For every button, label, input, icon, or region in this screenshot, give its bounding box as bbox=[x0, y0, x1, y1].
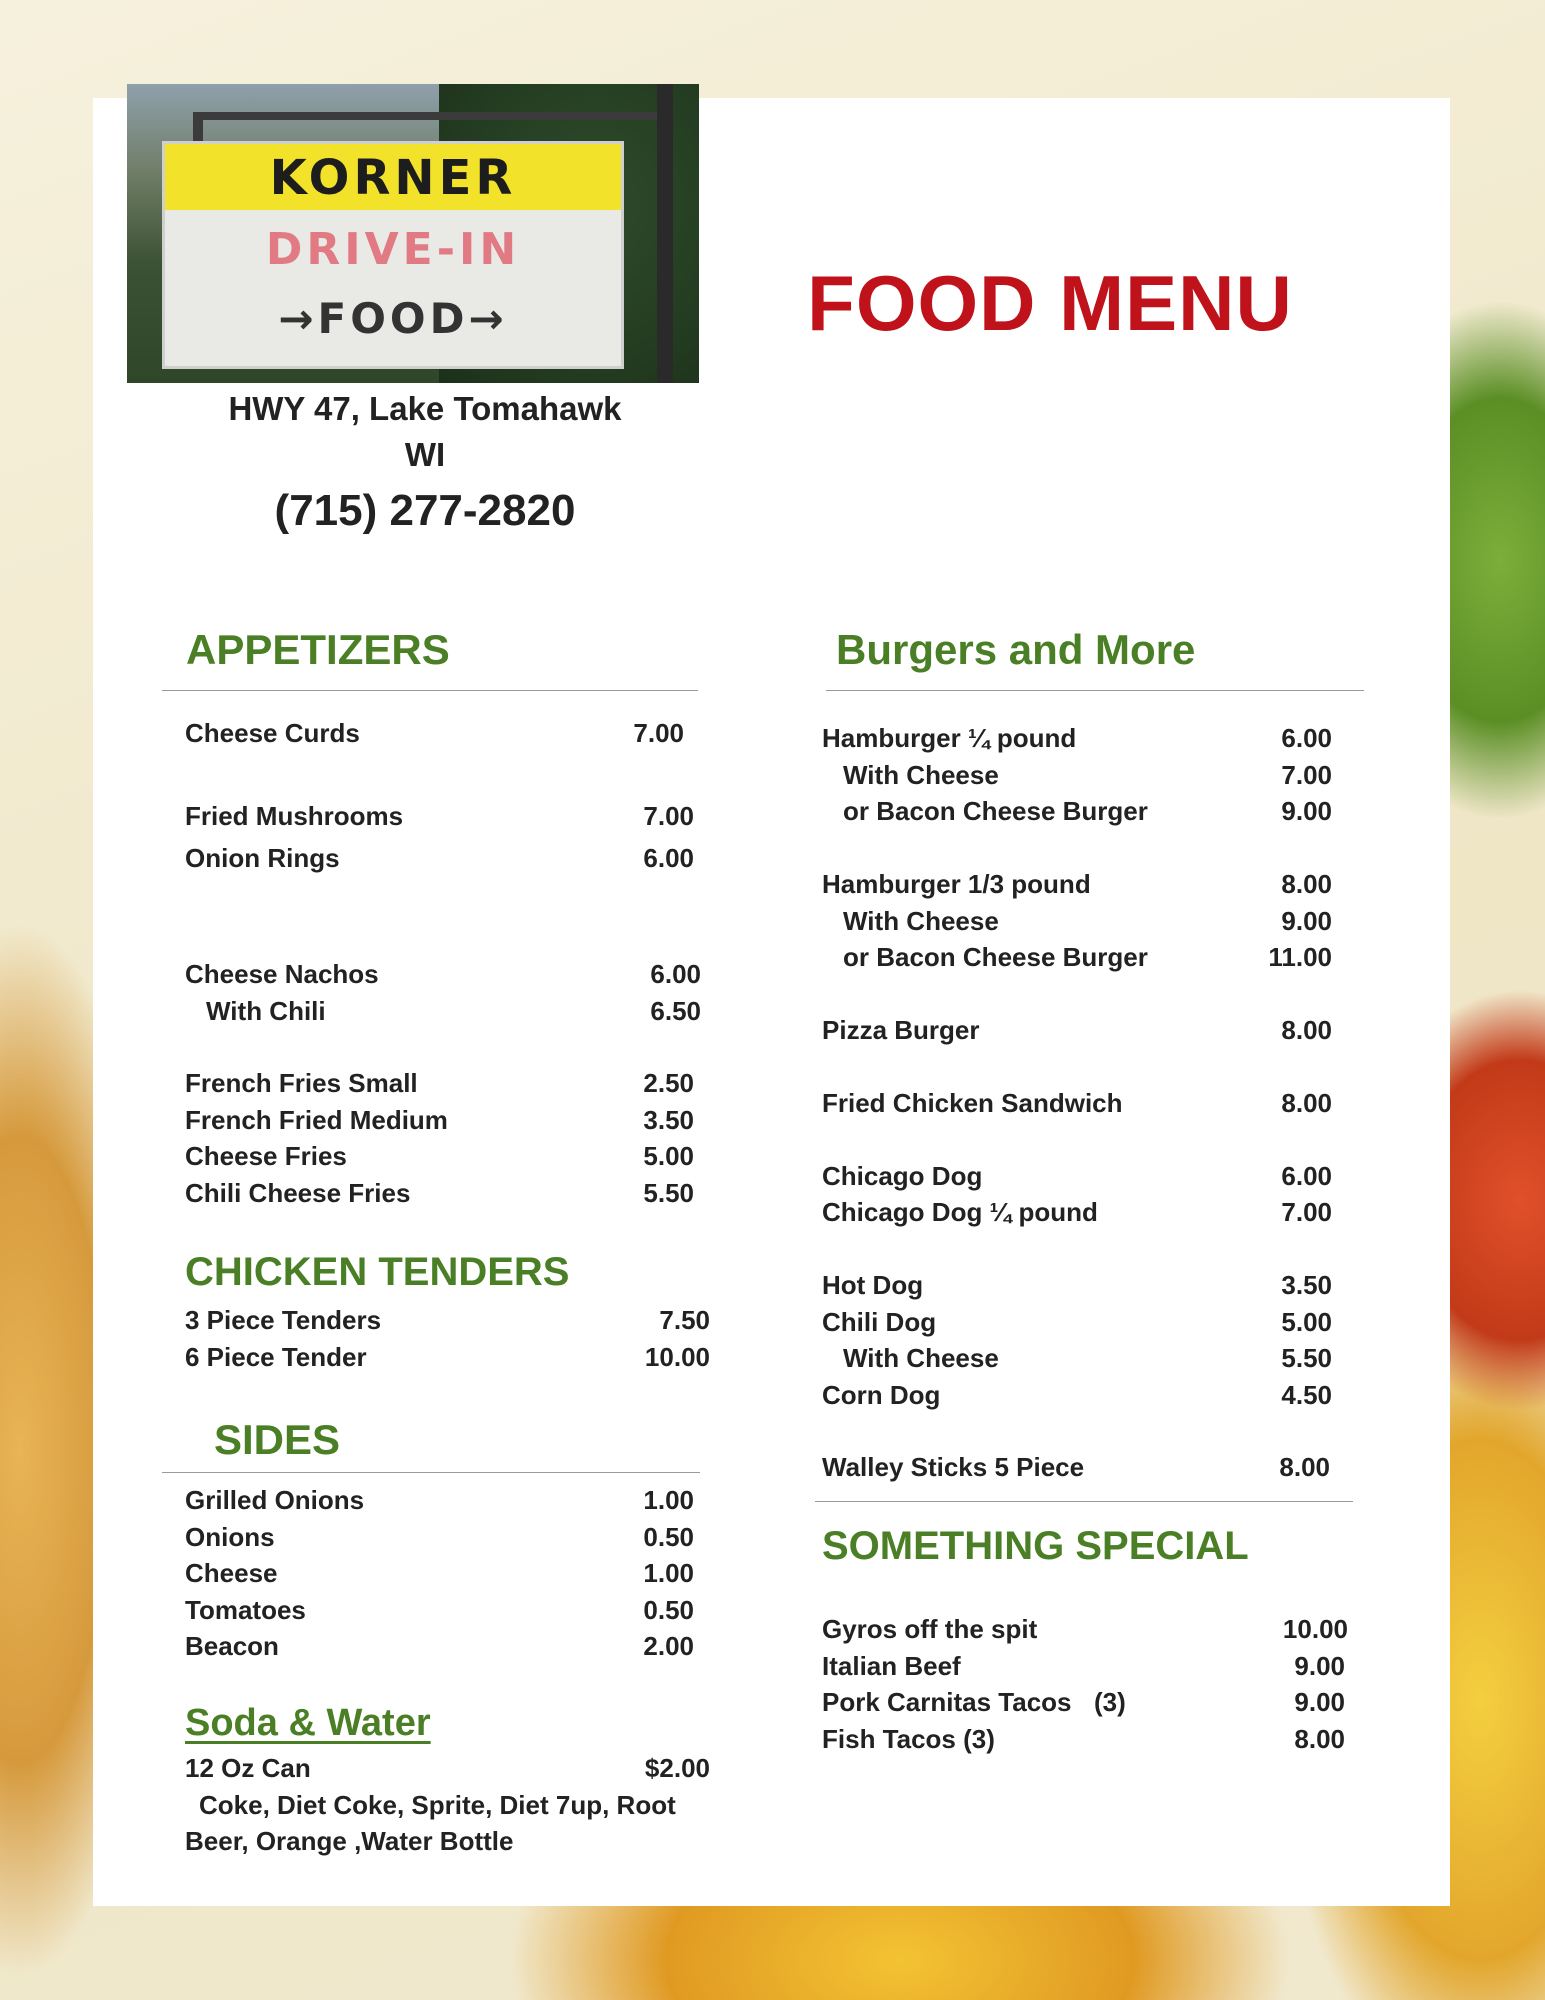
menu-item-name: With Chili bbox=[206, 996, 326, 1026]
menu-item-price: 7.50 bbox=[659, 1305, 710, 1335]
menu-item-name: Corn Dog bbox=[822, 1380, 941, 1410]
menu-item-price: 9.00 bbox=[1281, 796, 1332, 826]
menu-item-name: French Fried Medium bbox=[185, 1105, 448, 1135]
menu-item-name: With Cheese bbox=[843, 1343, 999, 1373]
menu-item-name: Hot Dog bbox=[822, 1270, 924, 1300]
menu-item-name: Cheese Fries bbox=[185, 1141, 347, 1171]
menu-item-price: 10.00 bbox=[644, 1342, 710, 1372]
menu-item-name: French Fries Small bbox=[185, 1068, 418, 1098]
menu-item-price: 9.00 bbox=[1281, 906, 1332, 936]
drive-in-sign-photo bbox=[127, 84, 699, 383]
sign-text-food: →FOOD→ bbox=[278, 294, 508, 343]
chicken-tenders-heading: CHICKEN TENDERS bbox=[185, 1250, 570, 1294]
sign-crossbar bbox=[193, 112, 673, 120]
burgers-bottom-divider bbox=[815, 1501, 1353, 1502]
menu-item-name: Chicago Dog ¼ pound bbox=[822, 1197, 1098, 1227]
menu-item-name: Grilled Onions bbox=[185, 1485, 365, 1515]
menu-item-price: 6.50 bbox=[650, 996, 701, 1026]
soda-flavors-cont: Beer, Orange ,Water Bottle bbox=[185, 1826, 514, 1856]
menu-item-price: 8.00 bbox=[1294, 1724, 1345, 1754]
soda-water-heading: Soda & Water bbox=[185, 1702, 431, 1744]
menu-item-qty: (3) bbox=[1094, 1687, 1126, 1717]
menu-item-name: Hamburger ¼ pound bbox=[822, 723, 1077, 753]
menu-item-name: 6 Piece Tender bbox=[185, 1342, 367, 1372]
menu-item-price: 7.00 bbox=[1281, 760, 1332, 790]
menu-item-price: 9.00 bbox=[1294, 1687, 1345, 1717]
menu-item-name: Cheese Curds bbox=[185, 718, 360, 748]
appetizers-heading: APPETIZERS bbox=[186, 626, 450, 673]
menu-item-price: 7.00 bbox=[643, 801, 694, 831]
menu-item-price: 6.00 bbox=[643, 843, 694, 873]
menu-item-name: or Bacon Cheese Burger bbox=[843, 796, 1148, 826]
menu-item-price: 6.00 bbox=[1281, 1161, 1332, 1191]
menu-item-name: Walley Sticks 5 Piece bbox=[822, 1452, 1085, 1482]
menu-item-name: Onions bbox=[185, 1522, 275, 1552]
menu-item-name: 3 Piece Tenders bbox=[185, 1305, 382, 1335]
burgers-heading: Burgers and More bbox=[836, 626, 1196, 673]
menu-item-name: Fried Mushrooms bbox=[185, 801, 404, 831]
menu-item-name: Pork Carnitas Tacos bbox=[822, 1687, 1072, 1717]
menu-item-name: Tomatoes bbox=[185, 1595, 306, 1625]
menu-item-price: 9.00 bbox=[1294, 1651, 1345, 1681]
menu-item-price: 6.00 bbox=[650, 959, 701, 989]
menu-item-price: 5.50 bbox=[1281, 1343, 1332, 1373]
menu-item-name: 12 Oz Can bbox=[185, 1753, 311, 1783]
menu-item-price: 1.00 bbox=[643, 1485, 694, 1515]
sign-pole bbox=[657, 84, 673, 383]
menu-item-price: 6.00 bbox=[1281, 723, 1332, 753]
soda-flavors: Coke, Diet Coke, Sprite, Diet 7up, Root bbox=[199, 1790, 676, 1820]
menu-item-price: 8.00 bbox=[1281, 1015, 1332, 1045]
burgers-divider bbox=[826, 690, 1364, 691]
menu-item-price: 5.00 bbox=[643, 1141, 694, 1171]
sign-text-korner: KORNER bbox=[269, 150, 517, 206]
menu-item-price: 2.00 bbox=[643, 1631, 694, 1661]
menu-item-price: 3.50 bbox=[1281, 1270, 1332, 1300]
menu-item-name: Gyros off the spit bbox=[822, 1614, 1038, 1644]
menu-item-name: Italian Beef bbox=[822, 1651, 961, 1681]
menu-item-name: Cheese bbox=[185, 1558, 278, 1588]
menu-item-name: Fried Chicken Sandwich bbox=[822, 1088, 1123, 1118]
menu-item-price: 8.00 bbox=[1281, 869, 1332, 899]
menu-item-price: 2.50 bbox=[643, 1068, 694, 1098]
menu-item-name: Beacon bbox=[185, 1631, 279, 1661]
menu-item-price: 5.00 bbox=[1281, 1307, 1332, 1337]
menu-item-price: 7.00 bbox=[633, 718, 684, 748]
menu-item-price: 8.00 bbox=[1281, 1088, 1332, 1118]
menu-item-name: With Cheese bbox=[843, 906, 999, 936]
menu-item-name: or Bacon Cheese Burger bbox=[843, 942, 1148, 972]
menu-item-name: Pizza Burger bbox=[822, 1015, 980, 1045]
menu-item-price: $2.00 bbox=[644, 1753, 710, 1783]
appetizers-divider bbox=[162, 690, 698, 691]
menu-item-price: 7.00 bbox=[1281, 1197, 1332, 1227]
menu-item-price: 0.50 bbox=[643, 1595, 694, 1625]
menu-item-price: 5.50 bbox=[643, 1178, 694, 1208]
phone-number: (715) 277-2820 bbox=[274, 486, 576, 535]
sides-divider bbox=[162, 1472, 700, 1473]
sides-heading: SIDES bbox=[214, 1416, 341, 1463]
menu-item-price: 3.50 bbox=[643, 1105, 694, 1135]
menu-item-name: Chicago Dog bbox=[822, 1161, 983, 1191]
menu-item-price: 0.50 bbox=[643, 1522, 694, 1552]
sign-board bbox=[165, 144, 621, 366]
menu-item-name: Onion Rings bbox=[185, 843, 340, 873]
menu-item-price: 4.50 bbox=[1281, 1380, 1332, 1410]
menu-item-price: 10.00 bbox=[1282, 1614, 1348, 1644]
menu-item-name: Cheese Nachos bbox=[185, 959, 379, 989]
something-special-heading: SOMETHING SPECIAL bbox=[822, 1524, 1249, 1568]
page-title: FOOD MENU bbox=[807, 259, 1293, 347]
menu-item-name: Hamburger 1/3 pound bbox=[822, 869, 1091, 899]
menu-item-price: 11.00 bbox=[1268, 942, 1332, 972]
menu-item-name: With Cheese bbox=[843, 760, 999, 790]
menu-item-price: 1.00 bbox=[643, 1558, 694, 1588]
menu-item-price: 8.00 bbox=[1279, 1452, 1330, 1482]
menu-item-name: Chili Cheese Fries bbox=[185, 1178, 411, 1208]
menu-item-name: Chili Dog bbox=[822, 1307, 937, 1337]
menu-item-name: Fish Tacos (3) bbox=[822, 1724, 995, 1754]
address-street: HWY 47, Lake Tomahawk bbox=[228, 390, 622, 427]
address-state: WI bbox=[404, 436, 446, 473]
sign-text-drive-in: DRIVE-IN bbox=[265, 224, 521, 275]
